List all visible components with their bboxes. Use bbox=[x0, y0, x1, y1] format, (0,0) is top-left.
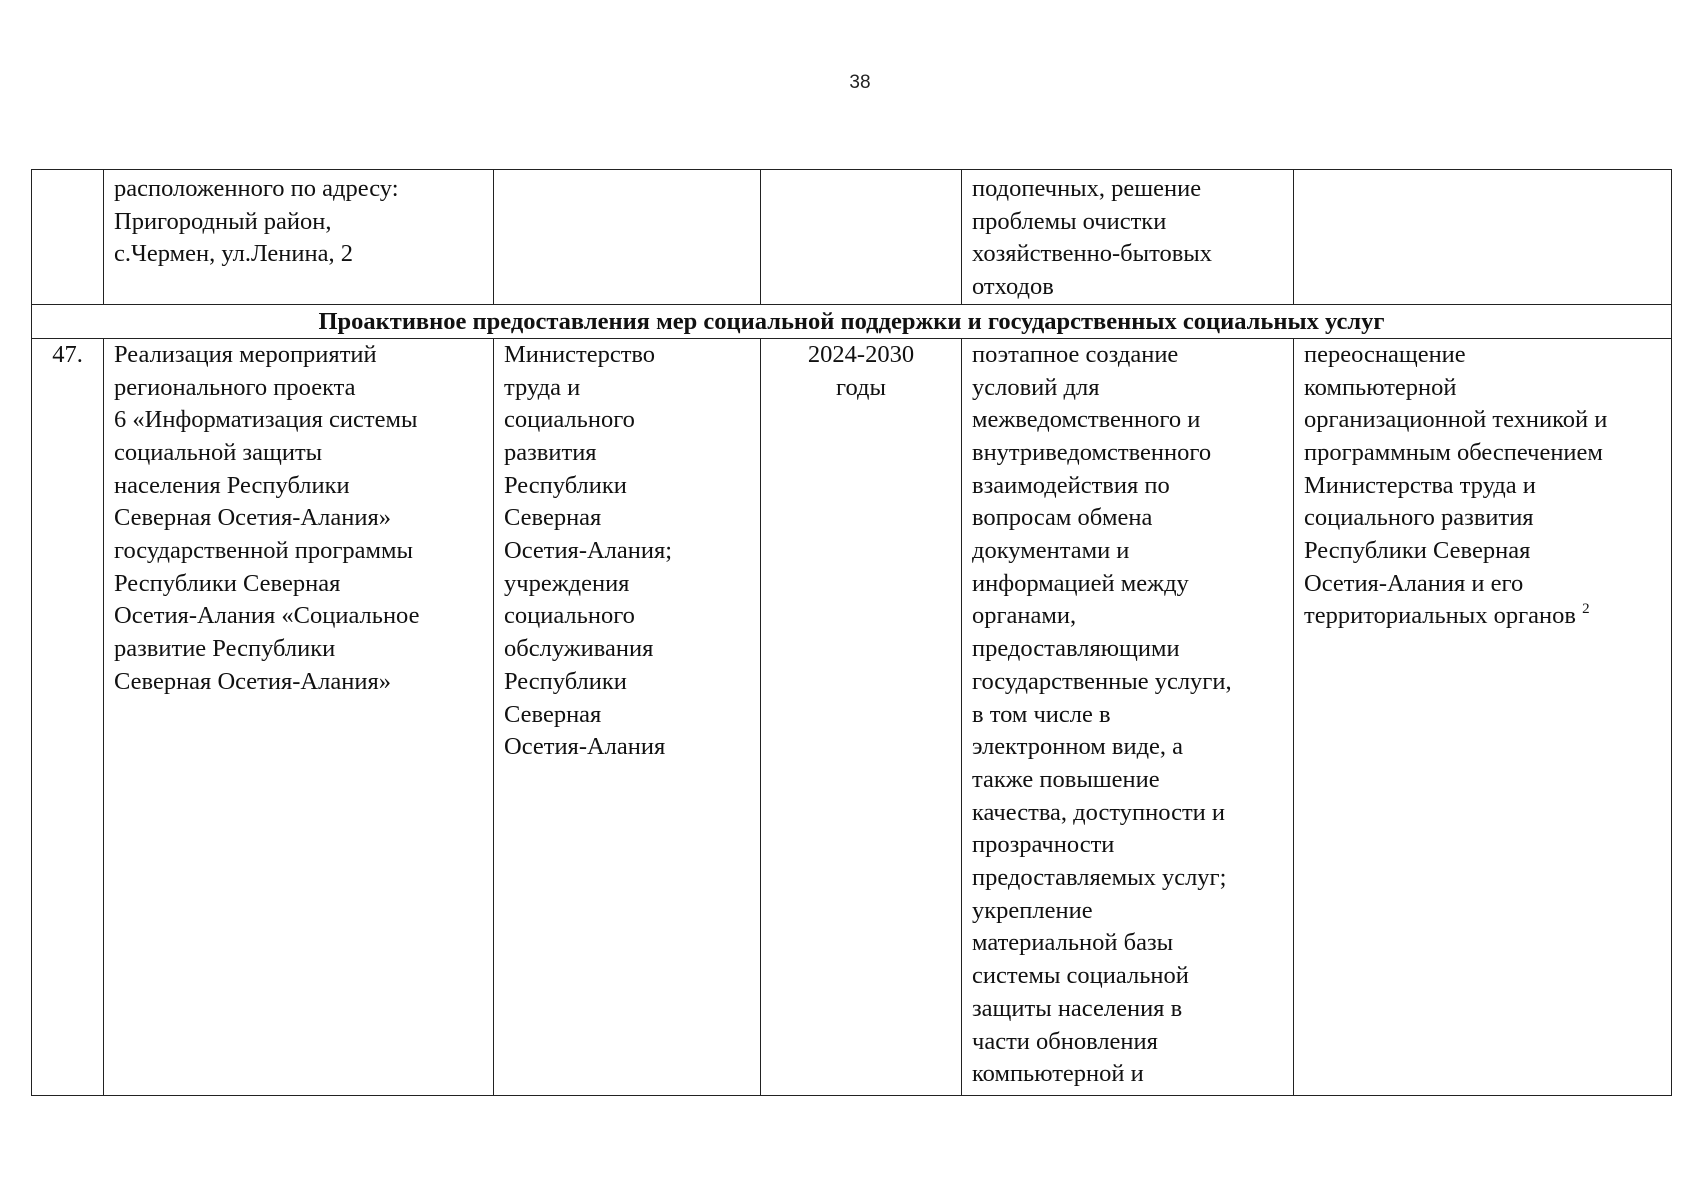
expected-result-cell: подопечных, решение проблемы очистки хозяйственно-бытовых отходов bbox=[962, 170, 1294, 305]
row-number-cell bbox=[32, 170, 104, 305]
period-cell: 2024-2030 годы bbox=[761, 338, 962, 1095]
measure-name-cell: расположенного по адресу: Пригородный район, с.Чермен, ул.Ленина, 2 bbox=[104, 170, 494, 305]
measure-name-cell: Реализация мероприятий регионального проекта 6 «Информатизация системы социальной защиты населения Республики Северная Осетия-Алания» государственной программы Республики Северная Осетия-Алания «Социальное развитие Республики Северная Осетия-Алания» bbox=[104, 338, 494, 1095]
executor-cell bbox=[494, 170, 761, 305]
footnote-marker: 2 bbox=[1582, 601, 1590, 618]
measures-table bbox=[31, 169, 1672, 1096]
section-title: Проактивное предоставления мер социальной поддержки и государственных социальных услуг bbox=[32, 304, 1672, 338]
expected-result-cell: поэтапное создание условий для межведомственного и внутриведомственного взаимодействия по вопросам обмена документами и информацией между органами, предоставляющими государственные услуги, в том числе в электронном виде, а также повышение качества, доступности и прозрачности предоставляемых услуг; укрепление материальной базы системы социальной защиты населения в части обновления компьютерной и bbox=[962, 338, 1294, 1095]
table-row bbox=[32, 170, 1672, 305]
page-number: 38 bbox=[849, 72, 871, 93]
row-number-cell: 47. bbox=[32, 338, 104, 1095]
relation-cell bbox=[1294, 170, 1672, 305]
relation-cell bbox=[1294, 338, 1672, 1095]
executor-cell: Министерство труда и социального развития Республики Северная Осетия-Алания; учреждения социального обслуживания Республики Северная Осетия-Алания bbox=[494, 338, 761, 1095]
section-header-row bbox=[32, 304, 1672, 338]
relation-text: переоснащение компьютерной организационной техникой и программным обеспечением Министерства труда и социального развития Республики Северная Осетия-Алания и его территориальных органов bbox=[1304, 340, 1608, 630]
table-row bbox=[32, 338, 1672, 1095]
period-cell bbox=[761, 170, 962, 305]
